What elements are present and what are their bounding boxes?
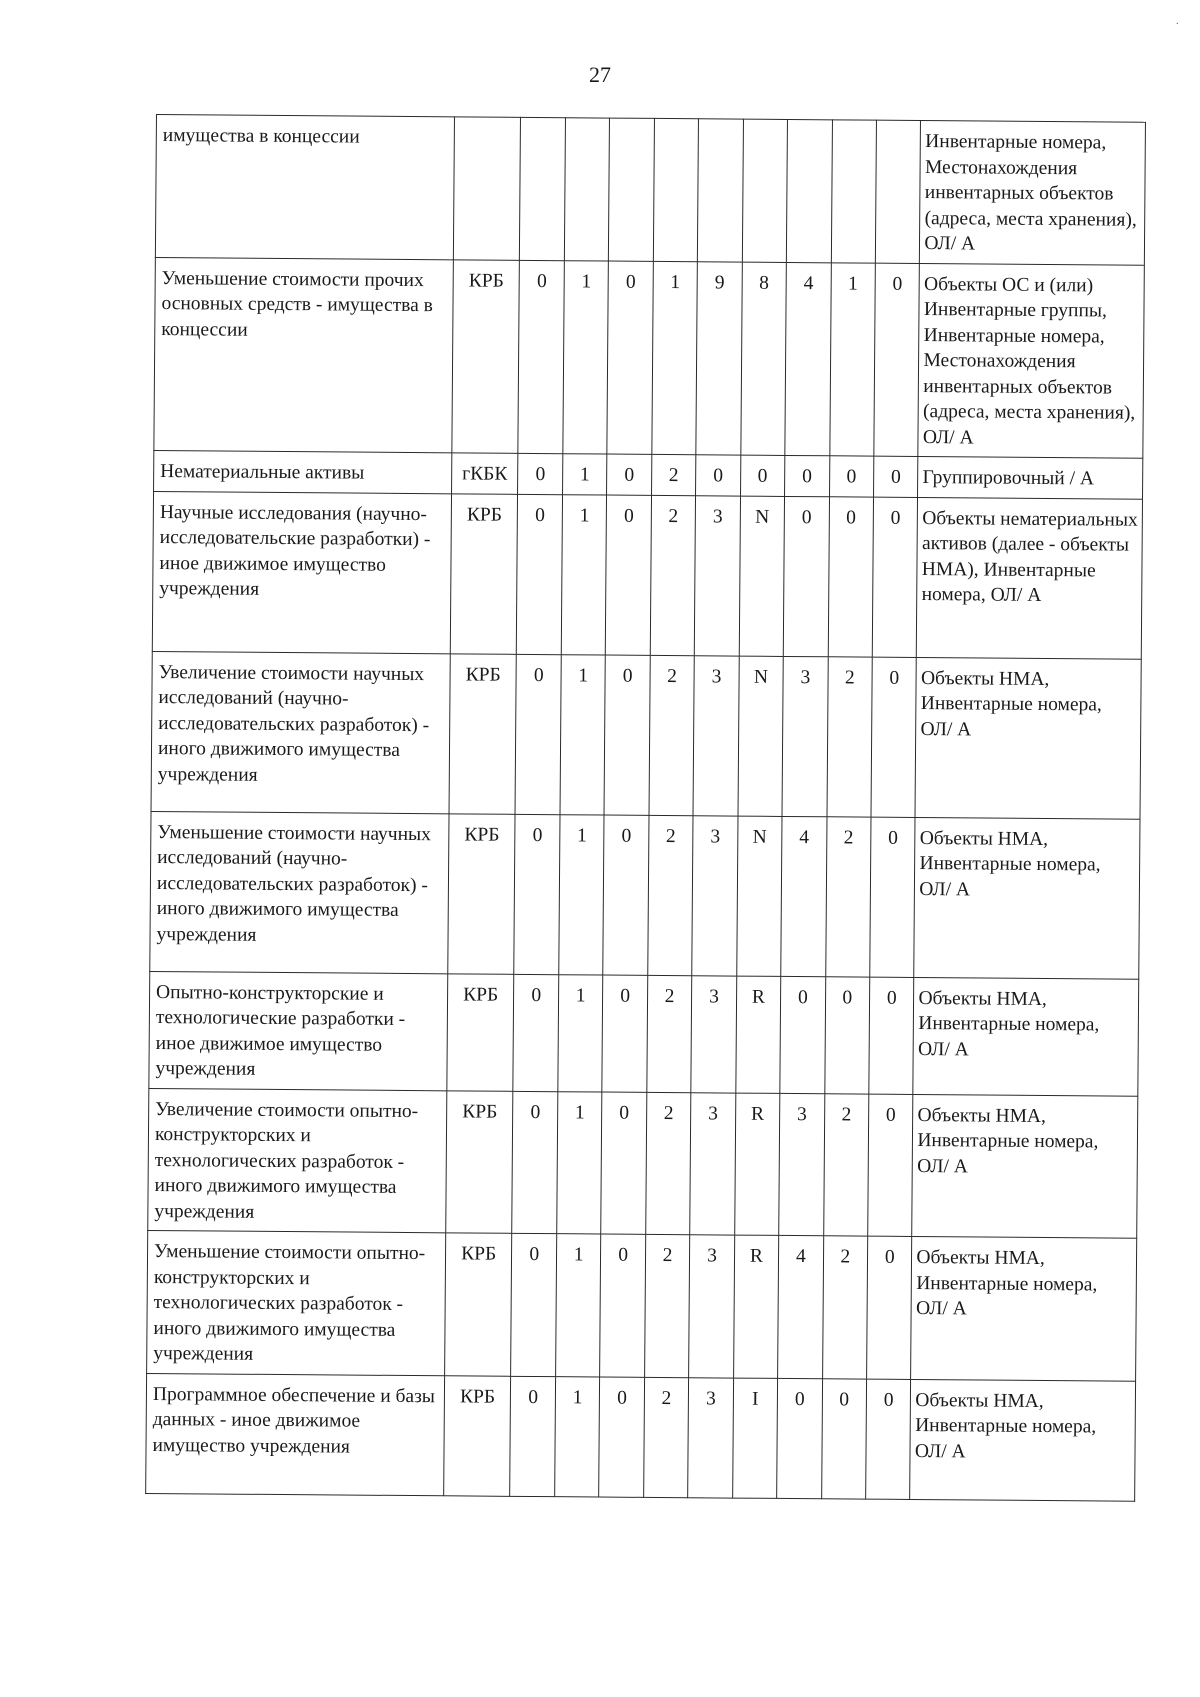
account-digit-cell: 0: [866, 1379, 911, 1499]
account-digit-cell: 1: [560, 654, 606, 814]
account-digit-cell: 0: [517, 494, 563, 654]
account-digit-cell: 0: [599, 1377, 644, 1497]
account-digit-cell: 2: [823, 1093, 869, 1236]
account-digit-cell: 0: [871, 657, 917, 817]
account-digit-cell: 3: [779, 1093, 825, 1236]
account-digit-cell: 0: [696, 455, 741, 496]
account-type-cell: КРБ: [448, 813, 516, 974]
account-digit-cell: 8: [740, 262, 786, 456]
account-digit-cell: R: [733, 1235, 779, 1378]
account-digit-cell: 1: [555, 1376, 600, 1496]
analytics-cell: Объекты НМА, Инвентарные номера, ОЛ/ А: [913, 977, 1139, 1096]
account-digit-cell: [564, 118, 610, 261]
account-digit-cell: 4: [781, 816, 827, 976]
account-digit-cell: 0: [780, 976, 825, 1093]
account-digit-cell: I: [732, 1378, 777, 1498]
analytics-cell: Группировочный / А: [918, 456, 1143, 498]
account-type-cell: гКБК: [451, 453, 518, 494]
account-digit-cell: 0: [740, 455, 785, 496]
account-type-cell: КРБ: [449, 653, 517, 814]
analytics-cell: Объекты НМА, Инвентарные номера, ОЛ/ А: [912, 1094, 1138, 1238]
table-row: [154, 257, 1144, 458]
account-digit-cell: [698, 119, 744, 262]
account-digit-cell: 3: [692, 815, 738, 975]
analytics-cell: Объекты НМА, Инвентарные номера, ОЛ/ А: [914, 817, 1140, 979]
analytics-cell: Объекты ОС и (или) Инвентарные группы, Инвентарные номера, Местонахождения инвентарных объектов (адреса, места хранения), ОЛ/ А: [918, 263, 1144, 458]
account-digit-cell: 0: [513, 974, 558, 1091]
account-name-cell: Увеличение стоимости опытно-конструкторских и технологических разработок - иного движимого имущества учреждения: [148, 1088, 447, 1233]
account-digit-cell: 1: [557, 1091, 603, 1234]
account-name-cell: имущества в концессии: [155, 115, 454, 260]
account-name-cell: Уменьшение стоимости опытно-конструкторских и технологических разработок - иного движимого имущества учреждения: [147, 1230, 446, 1375]
account-digit-cell: 2: [649, 655, 695, 815]
account-digit-cell: 2: [650, 495, 696, 655]
table-row: [151, 651, 1141, 819]
account-digit-cell: 9: [696, 261, 742, 455]
account-digit-cell: 1: [562, 454, 607, 495]
account-digit-cell: 0: [821, 1378, 866, 1498]
account-digit-cell: 2: [648, 815, 694, 975]
account-digit-cell: 2: [825, 816, 871, 976]
account-digit-cell: 0: [777, 1378, 822, 1498]
account-name-cell: Уменьшение стоимости прочих основных средств - имущества в концессии: [154, 257, 453, 453]
account-digit-cell: 0: [783, 496, 829, 656]
account-digit-cell: 0: [604, 655, 650, 815]
account-digit-cell: 1: [829, 262, 875, 456]
account-digit-cell: [875, 120, 921, 263]
account-digit-cell: [520, 117, 566, 260]
account-digit-cell: 2: [651, 454, 696, 495]
account-name-cell: Увеличение стоимости научных исследований (научно-исследовательских разработок) - иного движимого имущества учреждения: [151, 651, 450, 813]
table-row: [149, 971, 1139, 1096]
account-digit-cell: 2: [643, 1377, 688, 1497]
accounts-table: [145, 114, 1146, 1501]
account-digit-cell: 3: [689, 1235, 735, 1378]
account-digit-cell: 3: [691, 975, 736, 1092]
account-type-cell: КРБ: [452, 259, 520, 453]
account-type-cell: [453, 117, 521, 260]
account-digit-cell: N: [738, 656, 784, 816]
account-digit-cell: 3: [688, 1377, 733, 1497]
account-digit-cell: 0: [512, 1091, 558, 1234]
account-digit-cell: 3: [693, 655, 739, 815]
account-digit-cell: 0: [870, 817, 916, 977]
account-digit-cell: 0: [518, 260, 564, 454]
account-name-cell: Научные исследования (научно-исследовательские разработки) - иное движимое имущество учреждения: [152, 491, 451, 653]
table-row: [148, 1088, 1138, 1238]
table-row: [155, 115, 1145, 265]
account-name-cell: Программное обеспечение и базы данных - иное движимое имущество учреждения: [146, 1373, 445, 1495]
account-digit-cell: 0: [603, 815, 649, 975]
page-number: 27: [589, 62, 611, 87]
account-digit-cell: R: [735, 976, 780, 1093]
account-digit-cell: R: [734, 1093, 780, 1236]
account-type-cell: КРБ: [446, 1090, 514, 1233]
account-digit-cell: 1: [558, 974, 603, 1091]
account-digit-cell: 0: [515, 654, 561, 814]
account-digit-cell: 0: [514, 814, 560, 974]
account-digit-cell: 0: [867, 1236, 913, 1379]
account-digit-cell: 0: [511, 1233, 557, 1376]
account-digit-cell: 2: [822, 1236, 868, 1379]
account-digit-cell: 1: [563, 260, 609, 454]
analytics-cell: Объекты НМА, Инвентарные номера, ОЛ/ А: [910, 1379, 1136, 1501]
account-digit-cell: [653, 118, 699, 261]
account-digit-cell: 0: [600, 1234, 646, 1377]
account-digit-cell: 0: [606, 495, 652, 655]
table-row: [152, 491, 1142, 659]
account-digit-cell: 4: [778, 1235, 824, 1378]
account-digit-cell: 0: [828, 496, 874, 656]
analytics-cell: Объекты нематериальных активов (далее - объекты НМА), Инвентарные номера, ОЛ/ А: [917, 497, 1143, 659]
account-name-cell: Уменьшение стоимости научных исследований (научно-исследовательских разработок) - иного движимого имущества учреждения: [150, 811, 449, 973]
account-digit-cell: [742, 119, 788, 262]
table-body: [146, 115, 1146, 1501]
account-digit-cell: 0: [873, 456, 918, 497]
account-digit-cell: 0: [874, 263, 920, 457]
account-name-cell: Опытно-конструкторские и технологические разработки - иное движимое имущество учреждения: [149, 971, 448, 1090]
analytics-cell: Инвентарные номера, Местонахождения инвентарных объектов (адреса, места хранения), ОЛ/ А: [920, 121, 1146, 265]
account-digit-cell: 0: [785, 455, 830, 496]
account-digit-cell: 2: [647, 975, 692, 1092]
account-digit-cell: 0: [824, 976, 869, 1093]
account-digit-cell: 0: [869, 977, 914, 1094]
account-type-cell: КРБ: [450, 493, 518, 654]
account-digit-cell: [786, 119, 832, 262]
account-digit-cell: 0: [607, 454, 652, 495]
account-digit-cell: 3: [782, 656, 828, 816]
account-digit-cell: 1: [559, 814, 605, 974]
table-row: [146, 1373, 1136, 1501]
account-digit-cell: [609, 118, 655, 261]
account-digit-cell: 1: [556, 1234, 602, 1377]
analytics-cell: Объекты НМА, Инвентарные номера, ОЛ/ А: [911, 1236, 1137, 1380]
account-digit-cell: 0: [829, 456, 874, 497]
account-digit-cell: 3: [694, 495, 740, 655]
account-type-cell: КРБ: [443, 1375, 511, 1496]
account-digit-cell: N: [736, 816, 782, 976]
account-digit-cell: N: [739, 496, 785, 656]
corner-mark: .: [1176, 16, 1179, 27]
account-digit-cell: 2: [645, 1092, 691, 1235]
account-name-cell: Нематериальные активы: [154, 450, 452, 493]
account-digit-cell: 0: [602, 975, 647, 1092]
account-digit-cell: 0: [872, 497, 918, 657]
account-digit-cell: 0: [868, 1094, 914, 1237]
account-digit-cell: 1: [561, 494, 607, 654]
account-digit-cell: 0: [607, 261, 653, 455]
account-digit-cell: 3: [690, 1092, 736, 1235]
account-digit-cell: 2: [827, 656, 873, 816]
account-digit-cell: 0: [518, 453, 563, 494]
analytics-cell: Объекты НМА, Инвентарные номера, ОЛ/ А: [915, 657, 1141, 819]
account-digit-cell: [831, 120, 877, 263]
account-digit-cell: 2: [644, 1234, 690, 1377]
table-row: [147, 1230, 1137, 1380]
account-type-cell: КРБ: [444, 1233, 512, 1376]
account-type-cell: КРБ: [447, 973, 515, 1091]
account-digit-cell: 1: [652, 261, 698, 455]
account-digit-cell: 0: [510, 1376, 555, 1496]
account-digit-cell: 4: [785, 262, 831, 456]
account-digit-cell: 0: [601, 1092, 647, 1235]
table-row: [150, 811, 1140, 979]
